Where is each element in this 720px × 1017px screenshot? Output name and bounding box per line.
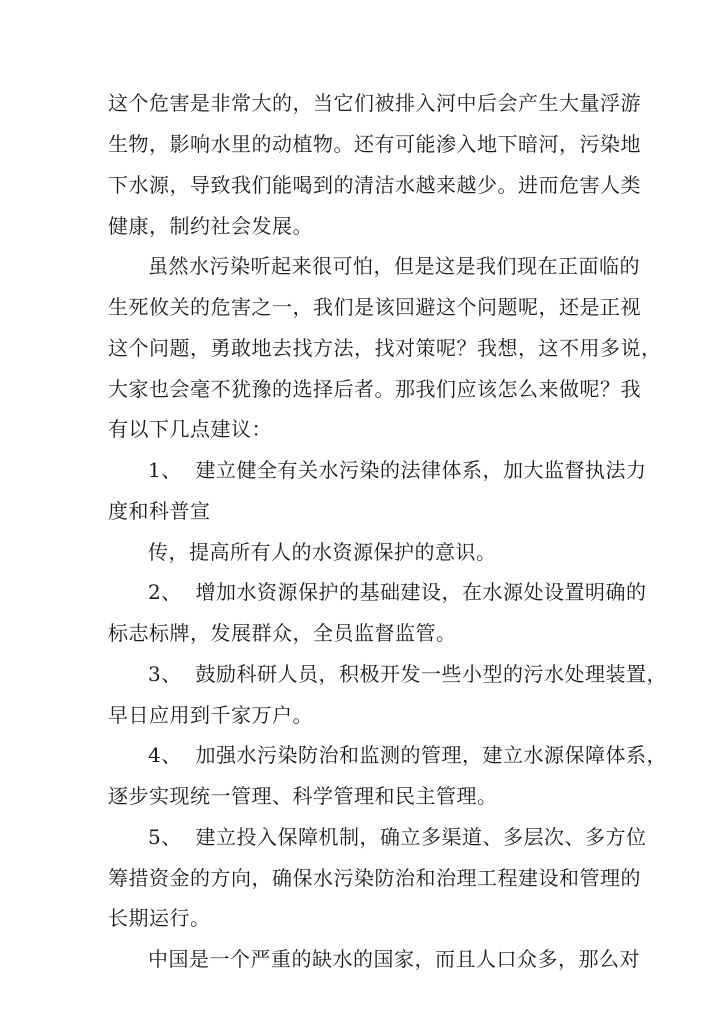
- list-item-line: 1、 建立健全有关水污染的法律体系，加大监督执法力: [148, 458, 647, 482]
- text-line: 大家也会毫不犹豫的选择后者。那我们应该怎么来做呢？我: [108, 377, 641, 401]
- list-item-line: 3、 鼓励科研人员，积极开发一些小型的污水处理装置，: [148, 662, 667, 686]
- list-item-line: 度和科普宣: [108, 499, 211, 523]
- text-line: 有以下几点建议：: [108, 417, 272, 441]
- list-item-line: 4、 加强水污染防治和监测的管理，建立水源保障体系，: [148, 743, 667, 767]
- list-item-line: 标志标牌，发展群众，全员监督监管。: [108, 621, 457, 645]
- text-line: 虽然水污染听起来很可怕，但是这是我们现在正面临的: [148, 254, 640, 278]
- text-line: 下水源，导致我们能喝到的清洁水越来越少。进而危害人类: [108, 173, 641, 197]
- list-item-line: 5、 建立投入保障机制，确立多渠道、多层次、多方位: [148, 825, 647, 849]
- list-item-line: 筹措资金的方向，确保水污染防治和治理工程建设和管理的: [108, 866, 641, 890]
- list-item-line: 早日应用到千家万户。: [108, 703, 313, 727]
- list-item-line: 传，提高所有人的水资源保护的意识。: [148, 540, 497, 564]
- text-line: 这个危害是非常大的，当它们被排入河中后会产生大量浮游: [108, 91, 641, 115]
- text-line: 生死攸关的危害之一，我们是该回避这个问题呢，还是正视: [108, 295, 641, 319]
- list-item-line: 长期运行。: [108, 906, 211, 930]
- text-line: 健康，制约社会发展。: [108, 214, 313, 238]
- text-line: 生物，影响水里的动植物。还有可能渗入地下暗河，污染地: [108, 132, 641, 156]
- text-line: 中国是一个严重的缺水的国家，而且人口众多，那么对: [148, 947, 640, 971]
- list-item-line: 逐步实现统一管理、科学管理和民主管理。: [108, 784, 498, 808]
- text-line: 这个问题，勇敢地去找方法，找对策呢？我想，这不用多说，: [108, 336, 662, 360]
- list-item-line: 2、 增加水资源保护的基础建设，在水源处设置明确的: [148, 580, 647, 604]
